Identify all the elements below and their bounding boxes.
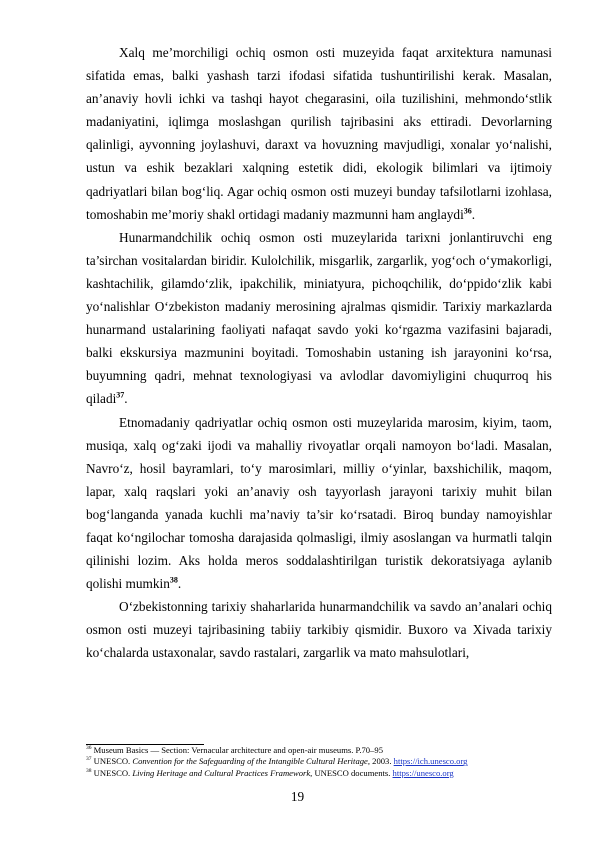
- footnote-38: $^{38}$ UNESCO. Living Heritage and Cultural Practices Framework, UNESCO documents. https://unesco.org: [86, 767, 454, 778]
- body-text: [86, 41, 552, 665]
- footnotes: [86, 745, 556, 779]
- footnote-37: $^{37}$ UNESCO. Convention for the Safeguarding of the Intangible Cultural Heritage, 2003. https://ich.unesco.org: [86, 756, 468, 767]
- footnote-ref-37[interactable]: 37: [116, 390, 125, 400]
- paragraph-text: Etnomadaniy qadriyatlar ochiq osmon osti muzeylarida marosim, kiyim, taom, musiqa, xalq og‘zaki ijodi va mahalliy rivoyatlar orqali namoyon bo‘ladi. Masalan, Navro‘z, hosil bayramlari, to‘y marosimlari, milliy o‘yinlar, baxshichilik, maqom, lapar, xalq raqslari yoki an’anaviy osh tayyorlash jarayoni tarixiy muhit bilan bog‘langanda yanada kuchli ma’naviy ta’sir ko‘rsatadi. Biroq bunday namoyishlar faqat ko‘ngilochar tomosha darajasida qolmasligi, ilmiy asoslangan va hurmatli talqin qilinishi lozim. Aks holda meros soddalashtirilgan turistik dekoratsiyaga aylanib qolishi mumkin: [86, 414, 552, 592]
- paragraph-1: Xalq me’morchiligi ochiq osmon osti muzeyida faqat arxitektura namunasi sifatida emas, balki yashash tarzi ifodasi sifatida tushuntirilishi kerak. Masalan, an’anaviy hovli ichki va tashqi hayot chegarasini, oila tuzilishini, mehmondo‘stlik madaniyatini, iqlimga moslashgan qurilish tajribasini aks ettiradi. Devorlarning qalinligi, ayvonning joylashuvi, daraxt va hovuzning mavjudligi, xonalar yo‘nalishi, ustun va eshik bezaklari xalqning estetik didi, ekologik bilimlari va ijtimoiy qadriyatlari bilan bog‘liq. Agar ochiq osmon osti muzeyi bunday tafsilotlarni izohlasa, tomoshabin me’moriy shakl ortidagi madaniy mazmunni ham anglaydi$^{36}$.: [86, 45, 552, 222]
- footnote-36: $^{36}$ Museum Basics — Section: Vernacular architecture and open-air museums. P.70–95: [86, 745, 383, 755]
- paragraph-2: Hunarmandchilik ochiq osmon osti muzeylarida tarixni jonlantiruvchi eng ta’sirchan vositalardan biridir. Kulolchilik, misgarlik, zargarlik, yog‘och o‘ymakorligi, kashtachilik, gilamdo‘zlik, ipakchilik, miniatyura, pichoqchilik, do‘ppido‘zlik kabi yo‘nalishlar O‘zbekiston madaniy merosining ajralmas qismidir. Tarixiy markazlarda hunarmand ustalarining faoliyati nafaqat savdo yoki ko‘rgazma vazifasini bajaradi, balki ekskursiya mazmunini boyitadi. Tomoshabin ustaning ish jarayonini ko‘rsa, buyumning qadri, mehnat texnologiyasi va avlodlar davomiyligini chuqurroq his qiladi$^{37}$.: [86, 229, 552, 407]
- footnote-link[interactable]: https://ich.unesco.org: [393, 756, 468, 767]
- paragraph-4: [86, 595, 552, 664]
- paragraph-3: Etnomadaniy qadriyatlar ochiq osmon osti muzeylarida marosim, kiyim, taom, musiqa, xalq og‘zaki ijodi va mahalliy rivoyatlar orqali namoyon bo‘ladi. Masalan, Navro‘z, hosil bayramlari, to‘y marosimlari, milliy o‘yinlar, baxshichilik, maqom, lapar, xalq raqslari yoki an’anaviy osh tayyorlash jarayoni tarixiy muhit bilan bog‘langanda yanada kuchli ma’naviy ta’sir ko‘rsatadi. Biroq bunday namoyishlar faqat ko‘ngilochar tomosha darajasida qolmasligi, ilmiy asoslangan va hurmatli talqin qilinishi lozim. Aks holda meros soddalashtirilgan turistik dekoratsiyaga aylanib qolishi mumkin$^{38}$.: [86, 414, 552, 592]
- footnote-ref-36[interactable]: 36: [463, 206, 472, 216]
- paragraph-text: Hunarmandchilik ochiq osmon osti muzeylarida tarixni jonlantiruvchi eng ta’sirchan vositalardan biridir. Kulolchilik, misgarlik, zargarlik, yog‘och o‘ymakorligi, kashtachilik, gilamdo‘zlik, ipakchilik, miniatyura, pichoqchilik, do‘ppido‘zlik kabi yo‘nalishlar O‘zbekiston madaniy merosining ajralmas qismidir. Tarixiy markazlarda hunarmand ustalarining faoliyati nafaqat savdo yoki ko‘rgazma vazifasini bajaradi, balki ekskursiya mazmunini boyitadi. Tomoshabin ustaning ish jarayonini ko‘rsa, buyumning qadri, mehnat texnologiyasi va avlodlar davomiyligini chuqurroq his qiladi: [86, 229, 552, 407]
- paragraph-text: Xalq me’morchiligi ochiq osmon osti muzeyida faqat arxitektura namunasi sifatida emas, balki yashash tarzi ifodasi sifatida tushuntirilishi kerak. Masalan, an’anaviy hovli ichki va tashqi hayot chegarasini, oila tuzilishini, mehmondo‘stlik madaniyatini, iqlimga moslashgan qurilish tajribasini aks ettiradi. Devorlarning qalinligi, ayvonning joylashuvi, daraxt va hovuzning mavjudligi, xonalar yo‘nalishi, ustun va eshik bezaklari xalqning estetik didi, ekologik bilimlari va ijtimoiy qadriyatlari bilan bog‘liq. Agar ochiq osmon osti muzeyi bunday tafsilotlarni izohlasa, tomoshabin me’moriy shakl ortidagi madaniy mazmunni ham anglaydi: [86, 45, 552, 222]
- footnote-ref-38[interactable]: 38: [169, 575, 178, 585]
- page-number: 19: [290, 789, 305, 804]
- paragraph-text: O‘zbekistonning tarixiy shaharlarida hunarmandchilik va savdo an’analari ochiq osmon osti muzeyi tajribasining tabiiy tarkibiy qismidir. Buxoro va Xivada tarixiy ko‘chalarda ustaxonalar, savdo rastalari, zargarlik va mato mahsulotlari,: [86, 599, 552, 661]
- footnote-link[interactable]: https://unesco.org: [392, 767, 454, 778]
